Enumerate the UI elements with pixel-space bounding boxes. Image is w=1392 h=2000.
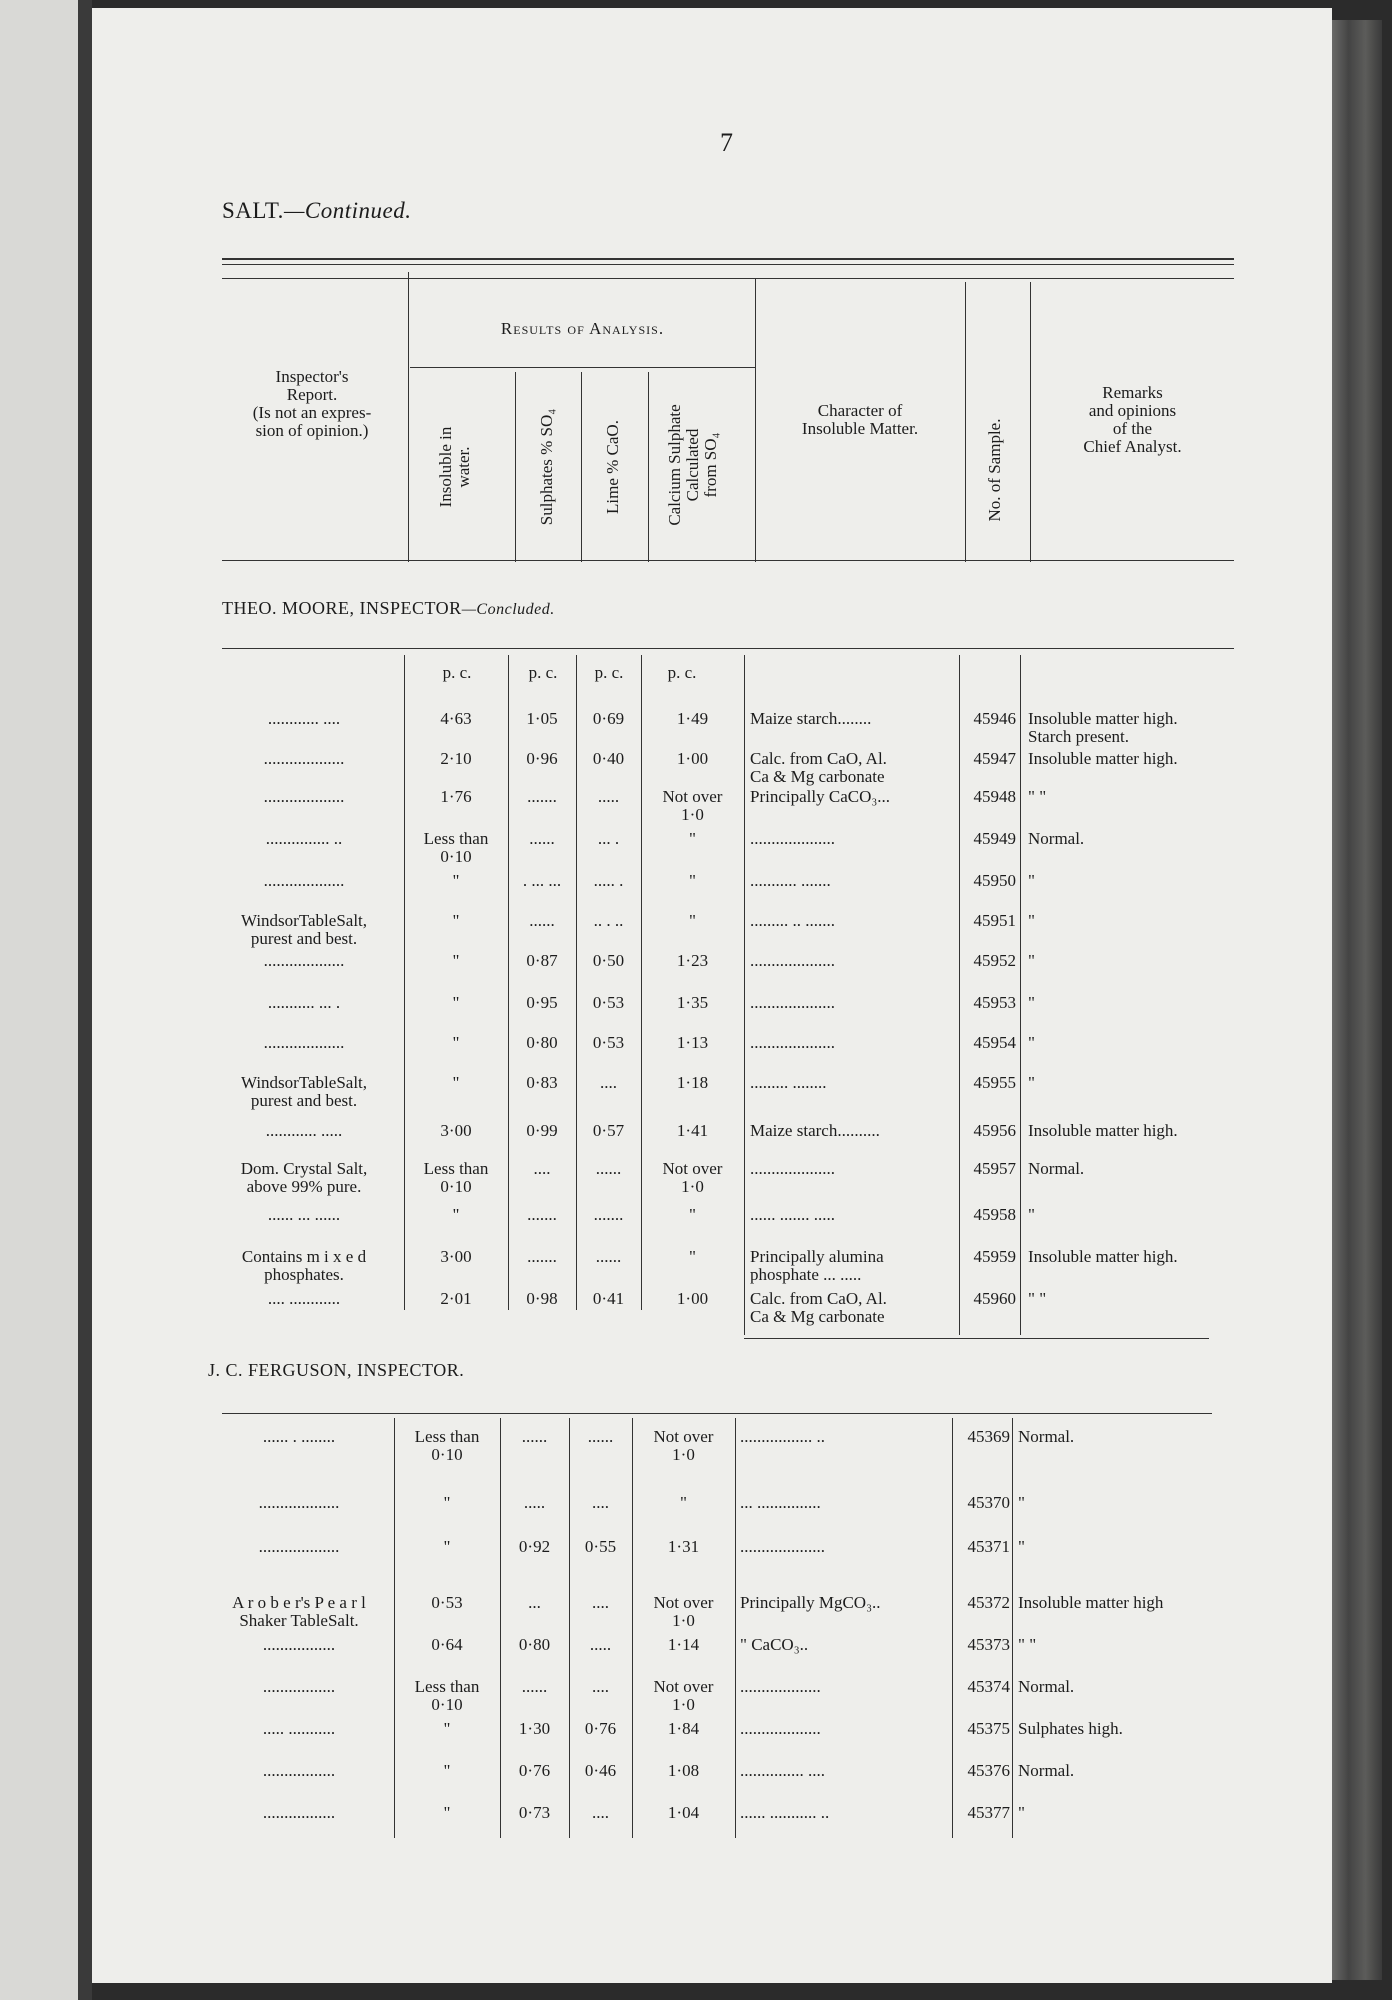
sample-number-cell: 45949 xyxy=(973,829,1016,848)
lime-cell: 0·50 xyxy=(592,951,625,970)
sulphates-cell: 0·73 xyxy=(518,1803,551,1822)
sample-number-cell: 45951 xyxy=(973,911,1016,930)
insoluble-cell: 1·76 xyxy=(440,787,472,806)
sulphates-cell: .... xyxy=(533,1159,551,1178)
insoluble-cell: Less than 0·10 xyxy=(414,1677,480,1714)
insoluble-cell: " xyxy=(452,951,460,970)
remarks-cell: Normal. xyxy=(1018,1677,1075,1696)
report-cell: ................... xyxy=(263,951,345,970)
sample-number-cell: 45957 xyxy=(973,1159,1016,1178)
calcium-sulphate-cell: 1·41 xyxy=(676,1121,709,1140)
report-cell: ................. xyxy=(262,1803,336,1822)
character-cell: ........... ....... xyxy=(750,871,831,890)
insoluble-cell: " xyxy=(452,1205,460,1224)
section-rule xyxy=(222,1413,1212,1414)
report-cell: Dom. Crystal Salt, above 99% pure. xyxy=(240,1159,368,1196)
section-end-rule xyxy=(744,1338,1209,1339)
character-cell: ................. .. xyxy=(740,1427,825,1446)
insoluble-cell: 2·01 xyxy=(440,1289,472,1308)
calcium-sulphate-cell: 1·23 xyxy=(676,951,709,970)
sample-number-cell: 45376 xyxy=(967,1761,1010,1780)
lime-cell: 0·46 xyxy=(584,1761,617,1780)
character-cell: .................... xyxy=(750,1159,835,1178)
row-divider xyxy=(394,1418,395,1838)
character-cell: .................... xyxy=(750,993,835,1012)
col-lime: Lime % CaO. xyxy=(603,420,622,514)
remarks-cell: Insoluble matter high. xyxy=(1028,1121,1178,1140)
lime-cell: 0·57 xyxy=(592,1121,625,1140)
remarks-cell: Normal. xyxy=(1018,1427,1075,1446)
sulphates-cell: ....... xyxy=(527,1205,557,1224)
lime-cell: .... xyxy=(592,1803,609,1822)
character-cell: ......... ........ xyxy=(750,1073,827,1092)
lime-cell: ..... . xyxy=(593,871,624,890)
unit-label: p. c. xyxy=(667,663,697,682)
sample-number-cell: 45374 xyxy=(967,1677,1010,1696)
col-remarks: Remarks and opinions of the Chief Analyst. xyxy=(1083,383,1182,456)
sample-number-cell: 45959 xyxy=(973,1247,1016,1266)
insoluble-cell: " xyxy=(452,1033,460,1052)
unit-label: p. c. xyxy=(528,663,558,682)
sulphates-cell: 0·87 xyxy=(526,951,558,970)
sulphates-cell: 0·80 xyxy=(526,1033,558,1052)
remarks-cell: Insoluble matter high xyxy=(1018,1593,1164,1612)
sulphates-cell: 0·96 xyxy=(526,749,558,768)
calcium-sulphate-cell: 1·35 xyxy=(676,993,709,1012)
lime-cell: ...... xyxy=(595,1159,622,1178)
character-cell: Maize starch........ xyxy=(750,709,872,728)
character-cell: ............... .... xyxy=(740,1761,825,1780)
report-cell: WindsorTableSalt, purest and best. xyxy=(240,1073,368,1110)
calcium-sulphate-cell: " xyxy=(680,1493,687,1512)
remarks-cell: Insoluble matter high. xyxy=(1028,1247,1178,1266)
row-divider xyxy=(735,1418,736,1838)
lime-cell: .. . .. xyxy=(593,911,624,930)
top-rule-thin xyxy=(222,278,1234,279)
remarks-cell: Normal. xyxy=(1018,1761,1075,1780)
header-continued: —Continued. xyxy=(283,198,412,223)
top-rule xyxy=(222,258,1234,260)
report-cell: ........... ... . xyxy=(267,993,341,1012)
col-results-of-analysis: Results of Analysis. xyxy=(500,319,665,338)
remarks-cell: Insoluble matter high. xyxy=(1028,749,1178,768)
lime-cell: ..... xyxy=(589,1635,612,1654)
sulphates-cell: 0·95 xyxy=(526,993,558,1012)
character-cell: Principally alumina phosphate ... ..... xyxy=(750,1247,884,1284)
report-cell: ................... xyxy=(263,787,345,806)
insoluble-cell: " xyxy=(452,993,460,1012)
insoluble-cell: 4·63 xyxy=(440,709,472,728)
calcium-sulphate-cell: 1·84 xyxy=(667,1719,700,1738)
lime-cell: 0·41 xyxy=(592,1289,625,1308)
row-divider xyxy=(569,1418,570,1838)
sulphates-cell: 0·99 xyxy=(526,1121,558,1140)
remarks-cell: " xyxy=(1028,911,1035,930)
col-inspector-report: Inspector's Report. (Is not an expres- sion of opinion.) xyxy=(252,367,372,440)
lime-cell: ...... xyxy=(587,1427,614,1446)
report-cell: A r o b e r's P e a r l Shaker TableSalt. xyxy=(232,1593,366,1630)
sulphates-cell: 0·98 xyxy=(526,1289,558,1308)
results-rule xyxy=(410,367,755,368)
lime-cell: ...... xyxy=(595,1247,622,1266)
sulphates-cell: ... xyxy=(528,1593,541,1612)
sulphates-cell: 1·30 xyxy=(518,1719,551,1738)
insoluble-cell: " xyxy=(443,1719,451,1738)
remarks-cell: Insoluble matter high. Starch present. xyxy=(1028,709,1178,746)
col-divider xyxy=(755,278,756,562)
insoluble-cell: " xyxy=(443,1493,451,1512)
remarks-cell: Sulphates high. xyxy=(1018,1719,1123,1738)
sample-number-cell: 45960 xyxy=(973,1289,1016,1308)
report-cell: ................... xyxy=(263,749,345,768)
adjacent-page xyxy=(0,0,78,2000)
lime-cell: 0·76 xyxy=(584,1719,617,1738)
calcium-sulphate-cell: 1·18 xyxy=(676,1073,709,1092)
report-cell: ................... xyxy=(258,1493,340,1512)
top-rule-double xyxy=(222,264,1234,265)
character-cell: .................... xyxy=(750,829,835,848)
report-cell: ............ .... xyxy=(267,709,341,728)
report-cell: ................. xyxy=(262,1677,336,1696)
lime-cell: .... xyxy=(592,1677,609,1696)
lime-cell: 0·53 xyxy=(592,1033,625,1052)
insoluble-cell: 0·53 xyxy=(431,1593,463,1612)
lime-cell: .... xyxy=(600,1073,617,1092)
report-cell: ............... .. xyxy=(265,829,343,848)
col-divider xyxy=(965,282,966,562)
sulphates-cell: 0·92 xyxy=(518,1537,551,1556)
row-divider xyxy=(632,1418,633,1838)
character-cell: ...... ........... .. xyxy=(740,1803,830,1822)
calcium-sulphate-cell: Not over 1·0 xyxy=(653,1677,714,1714)
unit-label: p. c. xyxy=(442,663,472,682)
sulphates-cell: . ... ... xyxy=(522,871,562,890)
report-cell: ................. xyxy=(262,1761,336,1780)
character-cell: .................... xyxy=(750,951,835,970)
insoluble-cell: " xyxy=(452,1073,460,1092)
character-cell: ......... .. ....... xyxy=(750,911,835,930)
sample-number-cell: 45377 xyxy=(967,1803,1010,1822)
sulphates-cell: 1·05 xyxy=(526,709,558,728)
sulphates-cell: ..... xyxy=(523,1493,546,1512)
report-cell: ................... xyxy=(258,1537,340,1556)
calcium-sulphate-cell: " xyxy=(689,1247,696,1266)
calcium-sulphate-cell: 1·00 xyxy=(676,749,709,768)
sample-number-cell: 45955 xyxy=(973,1073,1016,1092)
sulphates-cell: ...... xyxy=(529,829,555,848)
insoluble-cell: " xyxy=(443,1761,451,1780)
remarks-cell: " xyxy=(1018,1493,1025,1512)
character-cell: .................... xyxy=(750,1033,835,1052)
lime-cell: 0·40 xyxy=(592,749,625,768)
page-edge-shadow xyxy=(1332,20,1382,1980)
sample-number-cell: 45370 xyxy=(967,1493,1010,1512)
section-rule xyxy=(222,648,1234,649)
sample-number-cell: 45950 xyxy=(973,871,1016,890)
character-cell: ................... xyxy=(740,1677,821,1696)
character-cell: ... ............... xyxy=(740,1493,821,1512)
character-cell: ...... ....... ..... xyxy=(750,1205,835,1224)
remarks-cell: " xyxy=(1018,1537,1025,1556)
insoluble-cell: " xyxy=(452,911,460,930)
insoluble-cell: " xyxy=(443,1803,451,1822)
lime-cell: 0·53 xyxy=(592,993,625,1012)
calcium-sulphate-cell: 1·08 xyxy=(667,1761,700,1780)
insoluble-cell: 0·64 xyxy=(431,1635,463,1654)
unit-label: p. c. xyxy=(594,663,624,682)
section-title: THEO. MOORE, INSPECTOR—Concluded. xyxy=(222,598,555,618)
insoluble-cell: 3·00 xyxy=(440,1121,472,1140)
sulphates-cell: 0·80 xyxy=(518,1635,551,1654)
sample-number-cell: 45958 xyxy=(973,1205,1016,1224)
calcium-sulphate-cell: " xyxy=(689,911,696,930)
insoluble-cell: 2·10 xyxy=(440,749,472,768)
lime-cell: .... xyxy=(592,1593,609,1612)
sample-number-cell: 45947 xyxy=(973,749,1016,768)
character-cell: .................... xyxy=(740,1537,825,1556)
col-divider xyxy=(515,372,516,562)
calcium-sulphate-cell: 1·14 xyxy=(667,1635,700,1654)
binding-shadow xyxy=(78,0,92,2000)
report-cell: ............ ..... xyxy=(265,1121,343,1140)
col-insoluble: Insoluble in water. xyxy=(436,426,473,508)
sample-number-cell: 45373 xyxy=(967,1635,1010,1654)
insoluble-cell: " xyxy=(443,1537,451,1556)
lime-cell: .... xyxy=(592,1493,609,1512)
col-character: Character of Insoluble Matter. xyxy=(801,401,919,438)
col-divider xyxy=(648,372,649,562)
insoluble-cell: Less than 0·10 xyxy=(414,1427,480,1464)
remarks-cell: " " xyxy=(1028,787,1047,806)
report-cell: WindsorTableSalt, purest and best. xyxy=(240,911,368,948)
sample-number-cell: 45953 xyxy=(973,993,1016,1012)
remarks-cell: " xyxy=(1028,871,1035,890)
sulphates-cell: ...... xyxy=(529,911,555,930)
sample-number-cell: 45946 xyxy=(973,709,1016,728)
report-cell: .... ............ xyxy=(267,1289,341,1308)
calcium-sulphate-cell: " xyxy=(689,871,696,890)
row-divider xyxy=(500,1418,501,1838)
calcium-sulphate-cell: " xyxy=(689,1205,696,1224)
calcium-sulphate-cell: 1·49 xyxy=(676,709,709,728)
lime-cell: 0·69 xyxy=(592,709,625,728)
row-divider xyxy=(1020,655,1021,1335)
calcium-sulphate-cell: 1·13 xyxy=(676,1033,709,1052)
remarks-cell: " xyxy=(1028,951,1035,970)
report-cell: ...... . ........ xyxy=(262,1427,336,1446)
calcium-sulphate-cell: 1·31 xyxy=(667,1537,700,1556)
page-header xyxy=(222,198,411,224)
sulphates-cell: ....... xyxy=(527,1247,557,1266)
character-cell: ................... xyxy=(740,1719,821,1738)
calcium-sulphate-cell: 1·00 xyxy=(676,1289,709,1308)
sulphates-cell: ...... xyxy=(521,1427,548,1446)
character-cell: Principally MgCO₃.. xyxy=(740,1593,881,1612)
report-cell: ................... xyxy=(263,1033,345,1052)
header-title: SALT. xyxy=(222,198,284,223)
col-divider xyxy=(581,372,582,562)
lime-cell: ....... xyxy=(593,1205,624,1224)
character-cell: Principally CaCO₃... xyxy=(750,787,891,806)
remarks-cell: Normal. xyxy=(1028,829,1085,848)
sulphates-cell: 0·76 xyxy=(518,1761,551,1780)
lime-cell: ... . xyxy=(597,829,620,848)
row-divider xyxy=(1012,1418,1013,1838)
calcium-sulphate-cell: 1·04 xyxy=(667,1803,700,1822)
calcium-sulphate-cell: Not over 1·0 xyxy=(653,1427,714,1464)
report-cell: ................... xyxy=(263,871,345,890)
page-number: 7 xyxy=(720,128,733,157)
header-bottom-rule xyxy=(222,560,1234,561)
lime-cell: 0·55 xyxy=(584,1537,617,1556)
col-calcium-sulphate: Calcium Sulphate Calculated from SO₄ xyxy=(665,404,720,526)
row-divider xyxy=(952,1418,953,1838)
report-cell: ..... ........... xyxy=(262,1719,336,1738)
remarks-cell: " xyxy=(1028,1073,1035,1092)
sample-number-cell: 45956 xyxy=(973,1121,1016,1140)
sample-number-cell: 45948 xyxy=(973,787,1016,806)
insoluble-cell: " xyxy=(452,871,460,890)
sample-number-cell: 45952 xyxy=(973,951,1016,970)
insoluble-cell: 3·00 xyxy=(440,1247,472,1266)
calcium-sulphate-cell: Not over 1·0 xyxy=(653,1593,714,1630)
calcium-sulphate-cell: Not over 1·0 xyxy=(662,1159,723,1196)
remarks-cell: " xyxy=(1028,1033,1035,1052)
sulphates-cell: ...... xyxy=(521,1677,548,1696)
sample-number-cell: 45369 xyxy=(967,1427,1010,1446)
insoluble-cell: Less than 0·10 xyxy=(423,829,489,866)
col-divider xyxy=(1030,282,1031,562)
remarks-cell: " xyxy=(1028,1205,1035,1224)
col-divider xyxy=(408,272,409,562)
lime-cell: ..... xyxy=(597,787,620,806)
character-cell: " CaCO₃.. xyxy=(740,1635,809,1654)
remarks-cell: Normal. xyxy=(1028,1159,1085,1178)
report-cell: ...... ... ...... xyxy=(267,1205,341,1224)
character-cell: Calc. from CaO, Al. Ca & Mg carbonate xyxy=(750,1289,887,1326)
sample-number-cell: 45375 xyxy=(967,1719,1010,1738)
character-cell: Calc. from CaO, Al. Ca & Mg carbonate xyxy=(750,749,887,786)
sulphates-cell: ....... xyxy=(527,787,557,806)
insoluble-cell: Less than 0·10 xyxy=(423,1159,489,1196)
character-cell: Maize starch.......... xyxy=(750,1121,880,1140)
remarks-cell: " xyxy=(1028,993,1035,1012)
remarks-cell: " xyxy=(1018,1803,1025,1822)
report-cell: ................. xyxy=(262,1635,336,1654)
calcium-sulphate-cell: " xyxy=(689,829,696,848)
remarks-cell: " " xyxy=(1018,1635,1037,1654)
sulphates-cell: 0·83 xyxy=(526,1073,558,1092)
row-divider xyxy=(744,655,745,1335)
sample-number-cell: 45371 xyxy=(967,1537,1010,1556)
sample-number-cell: 45954 xyxy=(973,1033,1016,1052)
sample-number-cell: 45372 xyxy=(967,1593,1010,1612)
col-sulphates: Sulphates % SO₄ xyxy=(537,408,556,526)
section-title: J. C. FERGUSON, INSPECTOR. xyxy=(208,1360,465,1380)
remarks-cell: " " xyxy=(1028,1289,1047,1308)
report-cell: Contains m i x e d phosphates. xyxy=(241,1247,367,1284)
calcium-sulphate-cell: Not over 1·0 xyxy=(662,787,723,824)
col-sample-no: No. of Sample. xyxy=(985,418,1004,522)
